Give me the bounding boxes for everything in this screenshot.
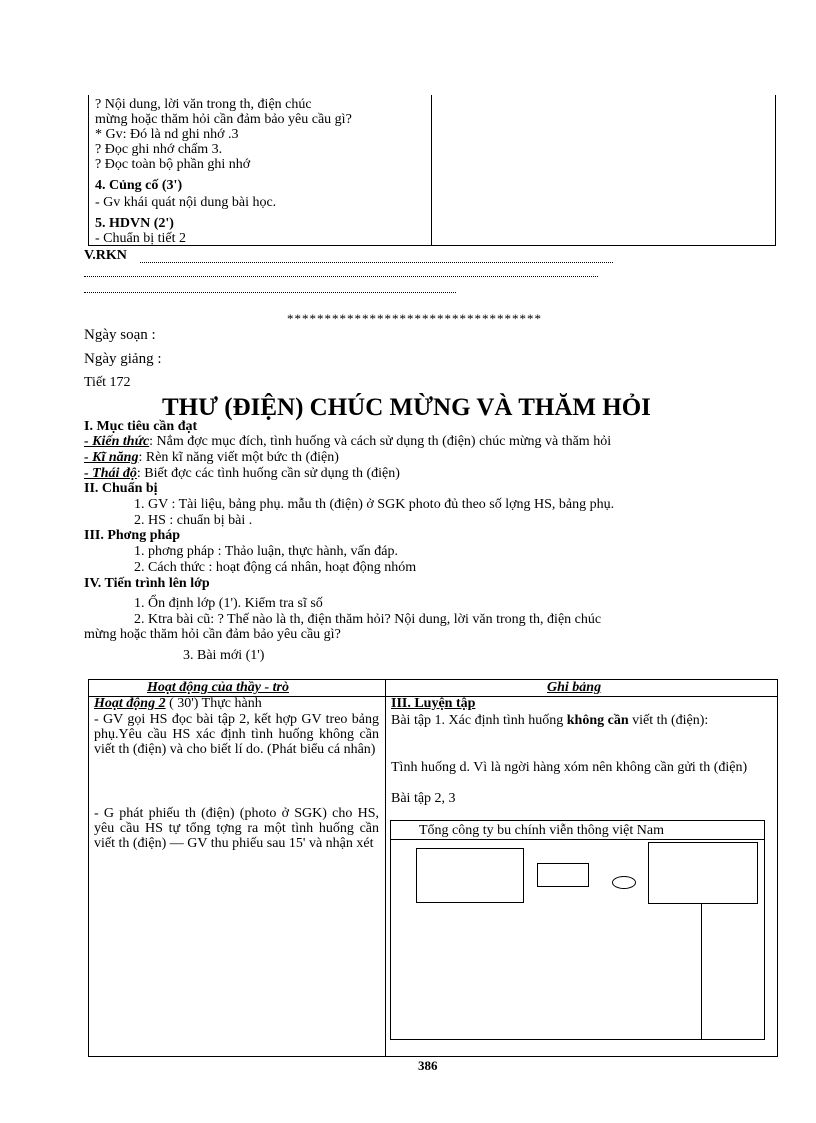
diagram-oval	[612, 876, 636, 889]
activity-paragraph-1: - GV gọi HS đọc bài tập 2, kết hợp GV treo bảng phụ.Yêu cầu HS xác định tình huống không cần viết th (điện) và cho biết lí do. (Phát biểu cá nhân)	[94, 712, 379, 757]
section-4-item-2: 2. Ktra bài cũ: ? Thế nào là th, điện thăm hỏi? Nội dung, lời văn trong th, điện chúc	[134, 612, 602, 627]
column-divider	[385, 680, 386, 1056]
dotted-line	[140, 262, 613, 264]
page-number: 386	[418, 1058, 438, 1073]
dotted-line	[84, 292, 456, 294]
thai-do-text: : Biết đợc các tình huống cần sử dụng th (điện)	[136, 466, 400, 481]
header-left: Hoạt động của thầy - trò	[147, 680, 289, 695]
ki-nang-row	[84, 450, 339, 465]
kien-thuc-label: - Kiến thức	[84, 434, 150, 449]
star-separator: **********************************	[287, 311, 542, 326]
previous-lesson-table	[88, 95, 776, 246]
kien-thuc-text: : Nắm đợc mục đích, tình huống và cách sử dụng th (điện) chúc mừng và thăm hỏi	[149, 434, 612, 449]
section-2-item-1: 1. GV : Tài liệu, bảng phụ. mẫu th (điện) ở SGK photo đủ theo số lợng HS, bảng phụ.	[134, 497, 615, 512]
lesson-title: THƯ (ĐIỆN) CHÚC MỪNG VÀ THĂM HỎI	[162, 394, 651, 421]
tiet-number: Tiết 172	[84, 375, 131, 390]
ngay-soan: Ngày soạn :	[84, 327, 156, 343]
diagram-vertical-line	[701, 904, 702, 1040]
section-3-item-2: 2. Cách thức : hoạt động cá nhân, hoạt động nhóm	[134, 560, 417, 575]
diagram-box-right	[648, 842, 758, 904]
exercise-1-text-end: viết th (điện):	[628, 713, 709, 728]
exercise-1	[391, 713, 773, 728]
section-3-item-1: 1. phơng pháp : Thảo luận, thực hành, vấn đáp.	[134, 544, 398, 559]
practice-heading: III. Luyện tập	[391, 696, 476, 711]
text-line: ? Nội dung, lời văn trong th, điện chúc	[95, 97, 312, 112]
section-4-item-1: 1. Ổn định lớp (1'). Kiểm tra sĩ số	[134, 596, 323, 611]
situation-text: Tình huống d. Vì là ngời hàng xóm nên không cần gửi th (điện)	[391, 760, 748, 775]
exercise-2-3: Bài tập 2, 3	[391, 791, 456, 806]
hdvn-heading: 5. HDVN (2')	[95, 216, 174, 231]
table-header-row	[89, 680, 777, 697]
activity-paragraph-2: - G phát phiếu th (điện) (photo ở SGK) cho HS, yêu cầu HS tự tổng tợng ra một tình huống cần viết th (điện) — GV thu phiếu sau 15' và nhận xét	[94, 806, 379, 851]
section-2-heading: II. Chuẩn bị	[84, 481, 158, 496]
header-right: Ghi bảng	[547, 680, 602, 695]
ngay-giang: Ngày giảng :	[84, 351, 162, 367]
diagram-header-line	[391, 839, 764, 840]
diagram-header: Tổng công ty bu chính viễn thông việt Nam	[419, 823, 664, 838]
section-1-heading: I. Mục tiêu cần đạt	[84, 419, 198, 434]
telegram-form-diagram	[390, 820, 765, 1040]
hdvn-text: - Chuẩn bị tiết 2	[95, 231, 186, 246]
cung-co-heading: 4. Củng cố (3')	[95, 178, 183, 193]
text-line: ? Đọc toàn bộ phần ghi nhớ	[95, 157, 251, 172]
text-line: * Gv: Đó là nd ghi nhớ .3	[95, 127, 239, 142]
text-line: mừng hoặc thăm hỏi cần đảm bảo yêu cầu gì?	[95, 112, 352, 127]
ki-nang-label: - Kĩ năng	[84, 450, 139, 465]
dotted-line	[84, 276, 598, 278]
thai-do-row	[84, 466, 400, 481]
section-4-item-2-cont: mừng hoặc thăm hỏi cần đảm bảo yêu cầu gì?	[84, 627, 341, 642]
ki-nang-text: : Rèn kĩ năng viết một bức th (điện)	[138, 450, 339, 465]
previous-lesson-cell	[95, 97, 425, 246]
activity-label-rest: ( 30') Thực hành	[165, 696, 262, 711]
section-4-heading: IV. Tiến trình lên lớp	[84, 576, 210, 591]
diagram-box-small	[537, 863, 589, 887]
thai-do-label: - Thái độ	[84, 466, 137, 481]
rkn-label: V.RKN	[84, 248, 127, 263]
section-2-item-2: 2. HS : chuẩn bị bài .	[134, 513, 253, 528]
activity-heading	[94, 696, 379, 711]
table-divider	[431, 95, 432, 245]
section-3-heading: III. Phơng pháp	[84, 528, 181, 543]
kien-thuc-row	[84, 434, 611, 449]
cung-co-text: - Gv khái quát nội dung bài học.	[95, 195, 277, 210]
text-line: ? Đọc ghi nhớ chấm 3.	[95, 142, 223, 157]
exercise-1-text: Bài tập 1. Xác định tình huống	[391, 713, 567, 728]
diagram-box-large	[416, 848, 524, 903]
section-4-item-3: 3. Bài mới (1')	[183, 648, 265, 663]
activity-label: Hoạt động 2	[94, 696, 166, 711]
exercise-1-bold: không cần	[566, 713, 629, 728]
